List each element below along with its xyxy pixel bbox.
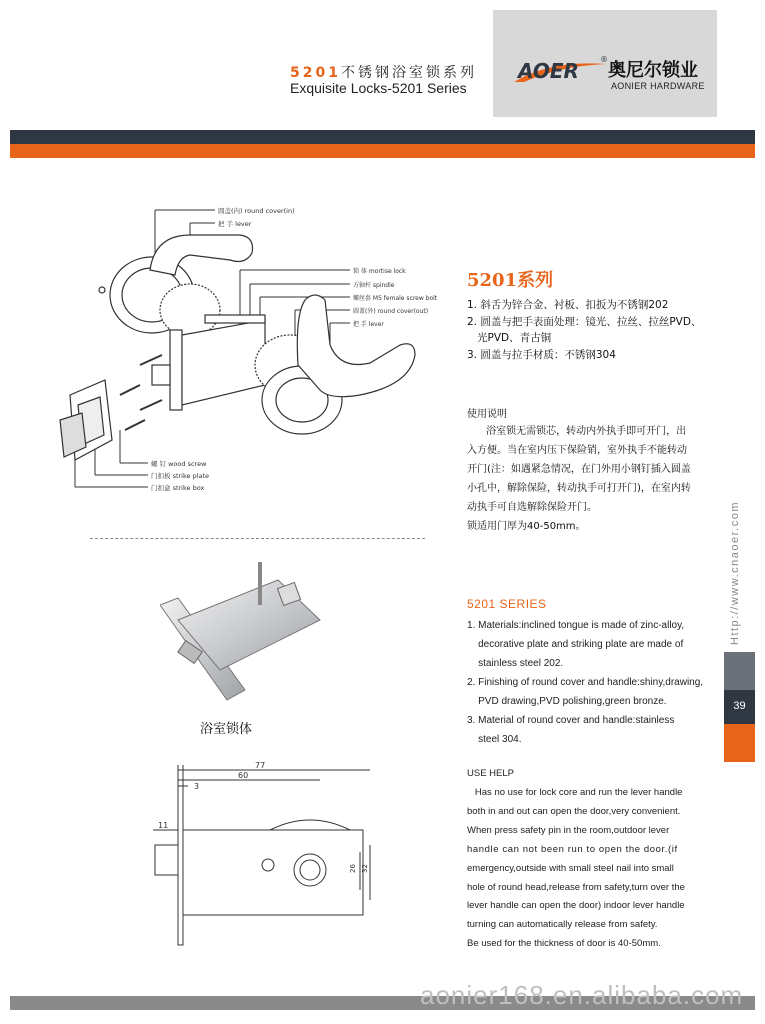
wood-screw-1 <box>120 385 140 395</box>
usage-title-cn: 使用说明 <box>467 409 507 420</box>
wood-screw-4 <box>140 400 162 410</box>
spec-en-line: 1. Materials:inclined tongue is made of zinc-alloy, <box>467 620 685 631</box>
spec-cn-line: 光PVD、青古铜 <box>467 332 552 344</box>
page-number: 39 <box>733 700 746 712</box>
use-help-line: lever handle can open the door) indoor lever handle <box>467 900 685 911</box>
dim-3: 3 <box>194 782 200 791</box>
spec-en-line: 2. Finishing of round cover and handle:shiny,drawing, <box>467 677 704 688</box>
inner-ring <box>160 284 220 336</box>
usage-cn-line: 开门(注：如遇紧急情况，在门外用小钢钉插入圆盖 <box>467 464 691 475</box>
usage-cn-line: 小孔中，解除保险，转动执手可打开门)，在室内转 <box>467 483 691 494</box>
spec-en-line: PVD drawing,PVD polishing,green bronze. <box>467 696 667 707</box>
use-help-line: Be used for the thickness of door is 40-50mm. <box>467 938 661 949</box>
label-wood-screw: 螺 钉 wood screw <box>151 460 207 468</box>
usage-cn-line: 动执手可自选解除保险开门。 <box>467 502 597 513</box>
spec-en-line: 3. Material of round cover and handle:stainless <box>467 715 675 726</box>
label-strike-box: 门扣盒 strike box <box>151 484 205 492</box>
side-tab-gray <box>724 652 755 690</box>
latch-outline <box>155 845 178 875</box>
side-tab-orange <box>724 724 755 762</box>
series-title-cn: 5201系列 <box>467 270 554 291</box>
case-outline <box>183 830 363 915</box>
use-help-line: turning can automatically release from safety. <box>467 919 658 930</box>
dim-11: 11 <box>158 821 169 830</box>
label-m5-bolt: 螺丝套 M5 female screw bolt <box>353 295 438 302</box>
brand-name-cn: 奥尼尔锁业 <box>608 60 698 81</box>
title-cn-text: 不锈钢浴室锁系列 <box>340 65 477 81</box>
logo-registered: ® <box>600 55 608 64</box>
series-number: 5201 <box>290 65 341 81</box>
dim-60: 60 <box>238 771 249 780</box>
dim-32: 32 <box>361 864 369 873</box>
case-curve <box>270 820 350 830</box>
section-divider <box>90 538 425 539</box>
use-help-line: Has no use for lock core and run the lever handle <box>467 787 683 798</box>
spec-cn-line: 3. 圆盖与拉手材质：不锈钢304 <box>467 349 616 361</box>
label-round-cover-in: 圆盖(内) round cover(in) <box>218 207 295 215</box>
title-cn <box>290 62 477 82</box>
latch-tongue <box>152 365 170 385</box>
label-lever-top: 把 手 lever <box>218 220 252 228</box>
mortise-faceplate <box>170 330 182 410</box>
brand-name-en: AONIER HARDWARE <box>611 81 705 91</box>
exploded-diagram <box>40 195 470 505</box>
technical-drawing <box>150 760 390 950</box>
wood-screw-2 <box>125 420 145 430</box>
series-title-en: 5201 SERIES <box>467 597 547 611</box>
use-help-title: USE HELP <box>467 768 514 779</box>
label-round-cover-out: 圆盖(外) round cover(out) <box>353 308 429 315</box>
website-url-text[interactable]: Http://www.cnaoer.com <box>729 501 741 645</box>
mortise-photo <box>160 560 340 710</box>
dim-77: 77 <box>255 761 266 770</box>
lever-in <box>150 235 253 275</box>
spindle-hub <box>294 854 326 886</box>
usage-body-cn <box>467 422 699 536</box>
logo-wordmark: AOER <box>518 59 579 83</box>
label-spindle: 方轴杆 spindle <box>353 282 395 289</box>
dim-26: 26 <box>349 864 357 873</box>
header-band-dark <box>10 130 755 144</box>
footer-watermark: aonier168.en.alibaba.com <box>420 980 744 1010</box>
website-url[interactable] <box>700 501 760 645</box>
spec-en-line: stainless steel 202. <box>467 658 564 669</box>
faceplate-outline <box>178 780 183 945</box>
screw-left <box>99 287 105 293</box>
use-help-line: emergency,outside with small steel nail into small <box>467 863 674 874</box>
pin-hole <box>262 859 274 871</box>
brand-logo <box>510 52 610 86</box>
spindle <box>205 315 265 323</box>
use-help-line: both in and out can open the door,very convenient. <box>467 806 681 817</box>
title-en: Exquisite Locks-5201 Series <box>290 80 467 96</box>
label-strike-plate: 门扣板 strike plate <box>151 472 210 480</box>
use-help-line: hole of round head,release from safety,turn over the <box>467 882 685 893</box>
use-help-line: handle can not been run to open the door.(if <box>467 844 678 855</box>
label-lever-right: 把 手 lever <box>353 321 384 328</box>
spec-cn-line: 2. 圆盖与把手表面处理：镜光、拉丝、拉丝PVD、 <box>467 316 702 328</box>
header-band-orange <box>10 144 755 158</box>
spec-cn-line: 1. 斜舌为锌合金、衬板、扣扳为不锈钢202 <box>467 299 669 311</box>
use-help-line: When press safety pin in the room,outdoor lever <box>467 825 670 836</box>
photo-caption: 浴室锁体 <box>200 722 253 737</box>
wood-screw-3 <box>140 355 162 365</box>
usage-cn-line: 浴室锁无需锁芯，转动内外执手即可开门，出 <box>467 426 687 437</box>
usage-cn-line: 锁适用门厚为40-50mm。 <box>467 521 586 532</box>
label-mortise-lock: 锁 体 mortise lock <box>353 268 406 275</box>
usage-cn-line: 入方便。当在室内压下保险销，室外执手不能转动 <box>467 445 687 456</box>
mortise-body <box>182 320 265 405</box>
spec-en-line: decorative plate and striking plate are made of <box>467 639 684 650</box>
spec-en-line: steel 304. <box>467 734 522 745</box>
